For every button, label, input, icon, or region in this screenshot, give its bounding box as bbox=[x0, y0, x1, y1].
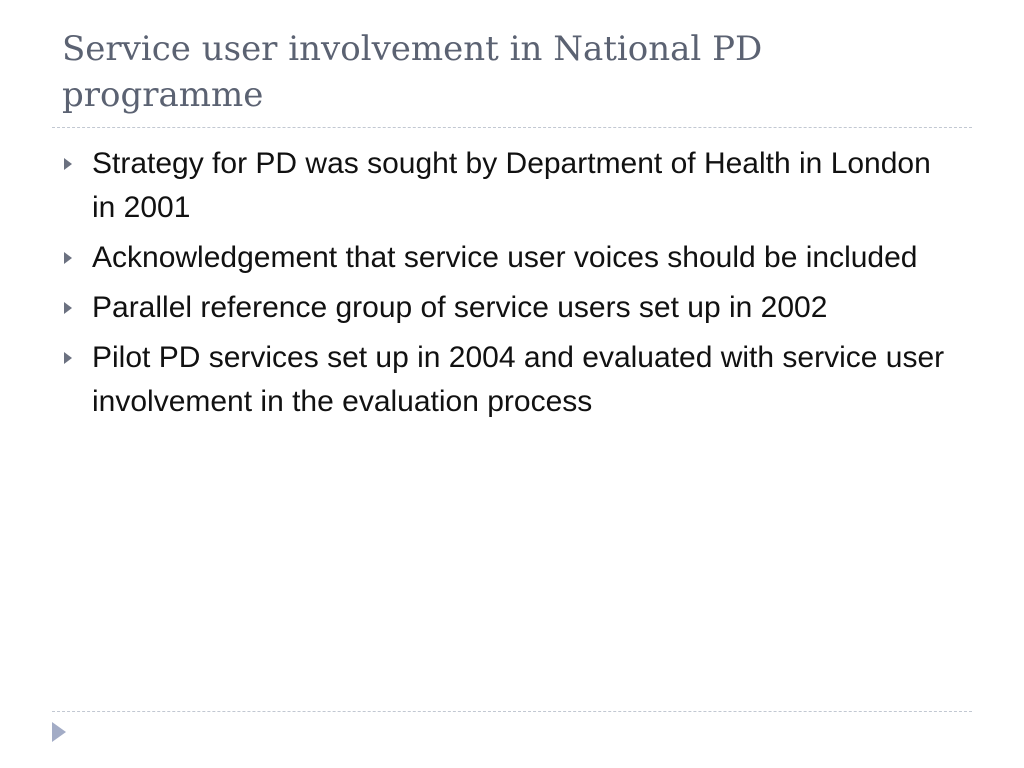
next-slide-arrow-icon[interactable] bbox=[52, 722, 66, 742]
bullet-item bbox=[62, 236, 962, 280]
bullet-item bbox=[62, 286, 962, 330]
footer-divider bbox=[52, 711, 972, 712]
triangle-right-icon bbox=[64, 252, 72, 264]
bullet-list bbox=[62, 142, 962, 430]
slide-title: Service user involvement in National PD programme bbox=[62, 29, 763, 115]
bullet-text: Strategy for PD was sought by Department of Health in London in 2001 bbox=[92, 147, 931, 224]
triangle-right-icon bbox=[64, 302, 72, 314]
bullet-text: Pilot PD services set up in 2004 and evaluated with service user involvement in the evaluation process bbox=[92, 341, 945, 418]
title-divider bbox=[52, 127, 972, 128]
bullet-item bbox=[62, 336, 962, 424]
bullet-text: Acknowledgement that service user voices should be included bbox=[92, 241, 918, 274]
bullet-text: Parallel reference group of service users set up in 2002 bbox=[92, 291, 828, 324]
bullet-item bbox=[62, 142, 962, 230]
triangle-right-icon bbox=[64, 352, 72, 364]
triangle-right-icon bbox=[64, 158, 72, 170]
